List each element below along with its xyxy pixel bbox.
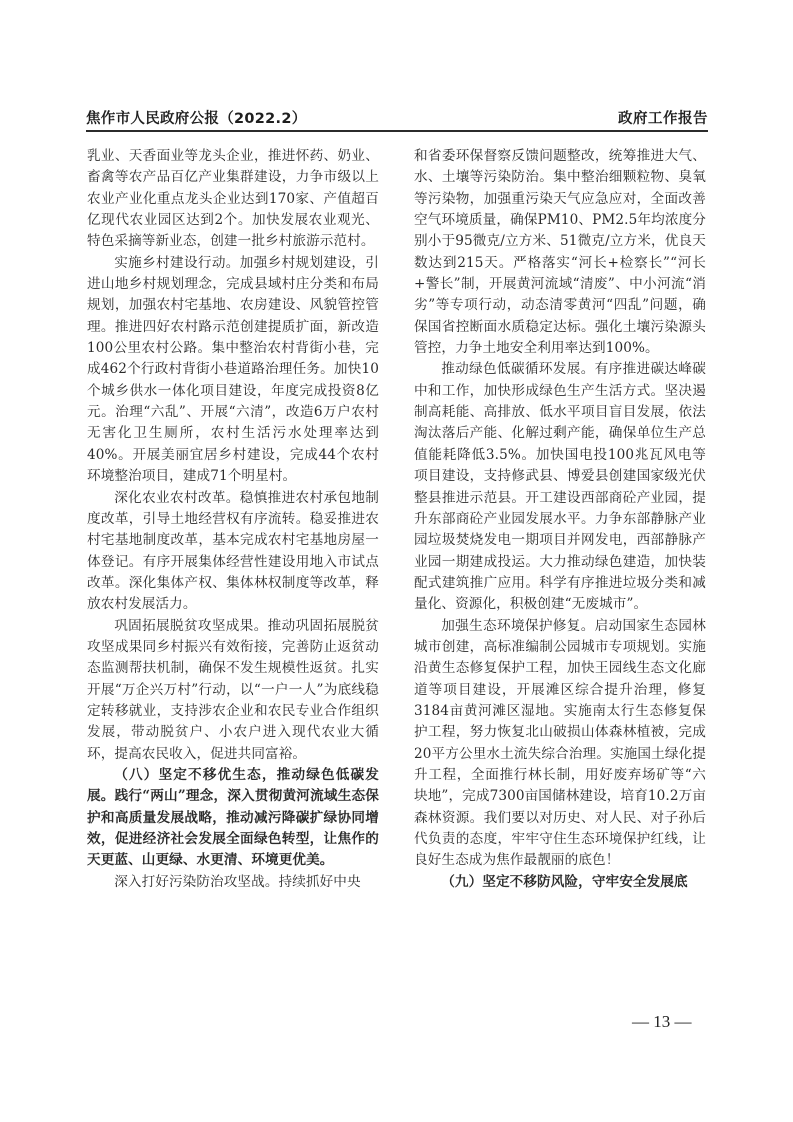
section-heading-paragraph: （八）坚定不移优生态，推动绿色低碳发展。践行“两山”理念，深入贯彻黄河流域生态保护和高质量发展战略，推动减污降碳扩绿协同增效，促进经济社会发展全面绿色转型，让焦作的天更蓝、山更绿、水更清、环境更优美。 [87, 766, 379, 869]
paragraph: 乳业、天香面业等龙头企业，推进怀药、奶业、畜禽等农产品百亿产业集群建设，力争市级以上农业产业化重点龙头企业达到170家、产值超百亿现代农业园区达到2个。加快发展农业观光、特色采摘等新业态，创建一批乡村旅游示范村。 [87, 148, 379, 250]
left-column [87, 146, 379, 893]
publication-title: 焦作市人民政府公报（2022.2） [86, 111, 307, 127]
section-title: 政府工作报告 [618, 111, 708, 127]
paragraph: 巩固拓展脱贫攻坚成果。推动巩固拓展脱贫攻坚成果同乡村振兴有效衔接，完善防止返贫动态监测帮扶机制，确保不发生规模性返贫。扎实开展“万企兴万村”行动，以“一户一人”为底线稳定转移就业，支持涉农企业和农民专业合作组织发展，带动脱贫户、小农户进入现代农业大循环，提高农民收入，促进共同富裕。 [87, 617, 379, 762]
page-number: — 13 — [632, 1012, 692, 1031]
paragraph: 实施乡村建设行动。加强乡村规划建设，引进山地乡村规划理念，完成县域村庄分类和布局规划，加强农村宅基地、农房建设、风貌管控管理。推进四好农村路示范创建提质扩面，新改造100公里农村公路。集中整治农村背街小巷，完成462个行政村背街小巷道路治理任务。加快10个城乡供水一体化项目建设，年度完成投资8亿元。治理“六乱”、开展“六清”，改造6万户农村无害化卫生厕所，农村生活污水处理率达到40%。开展美丽宜居乡村建设，完成44个农村环境整治项目，建成71个明星村。 [87, 254, 379, 485]
paragraph: 推动绿色低碳循环发展。有序推进碳达峰碳中和工作，加快形成绿色生产生活方式。坚决遏制高耗能、高排放、低水平项目盲目发展，依法淘汰落后产能、化解过剩产能，确保单位生产总值能耗降低3.5%。加快国电投100兆瓦风电等项目建设，支持修武县、博爱县创建国家级光伏整县推进示范县。开工建设西部商砼产业园，提升东部商砼产业园发展水平。力争东部静脉产业园垃圾焚烧发电一期项目并网发电，西部静脉产业园一期建成投运。大力推动绿色建造，加快装配式建筑推广应用。科学有序推进垃圾分类和减量化、资源化，积极创建“无废城市”。 [414, 361, 706, 613]
section-heading-paragraph: （九）坚定不移防风险，守牢安全发展底 [441, 873, 688, 890]
paragraph: 深入打好污染防治攻坚战。持续抓好中央 [114, 873, 361, 890]
running-header [86, 107, 708, 129]
paragraph: 加强生态环境保护修复。启动国家生态园林城市创建，高标准编制公园城市专项规划。实施沿黄生态修复保护工程，加快王园线生态文化廊道等项目建设，开展滩区综合提升治理，修复3184亩黄河滩区湿地。实施南太行生态修复保护工程，努力恢复北山破损山体森林植被，完成20平方公里水土流失综合治理。实施国土绿化提升工程，全面推行林长制，用好废弃场矿等“六块地”，完成7300亩国储林建设，培育10.2万亩森林资源。我们要以对历史、对人民、对子孙后代负责的态度，牢牢守住生态环境保护红线，让良好生态成为焦作最靓丽的底色！ [414, 617, 706, 869]
paragraph: 和省委环保督察反馈问题整改，统筹推进大气、水、土壤等污染防治。集中整治细颗粒物、臭氧等污染物，加强重污染天气应急应对，全面改善空气环境质量，确保PM10、PM2.5年均浓度分别小于95微克/立方米、51微克/立方米，优良天数达到215天。严格落实“河长+检察长”“河长+警长”制，开展黄河流域“清废”、中小河流“消劣”等专项行动，动态清零黄河“四乱”问题，确保国省控断面水质稳定达标。强化土壤污染源头管控，力争土地安全利用率达到100%。 [414, 148, 706, 357]
paragraph: 深化农业农村改革。稳慎推进农村承包地制度改革，引导土地经营权有序流转。稳妥推进农村宅基地制度改革，基本完成农村宅基地房屋一体登记。有序开展集体经营性建设用地入市试点改革。深化集体产权、集体林权制度等改革，释放农村发展活力。 [87, 489, 379, 613]
header-rule [86, 130, 708, 132]
right-column [414, 146, 706, 893]
